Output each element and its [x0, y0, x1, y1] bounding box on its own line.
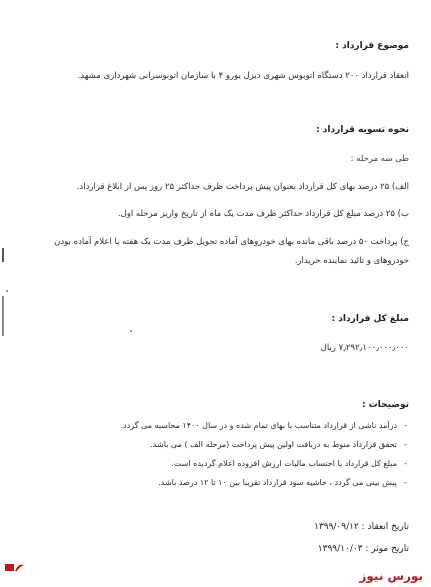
settlement-intro: طی سه مرحله :	[350, 154, 409, 164]
subject-text: انعقاد قرارداد ۲۰۰ دستگاه اتوبوس شهری دیزل یورو ۴ با سازمان اتوبوسرانی شهرداری مشهد.	[77, 71, 409, 81]
settlement-item-c-cont: خودروهای و تائید نماینده خریدار.	[294, 256, 409, 266]
settlement-item-a: الف) ۲۵ درصد بهای کل قرارداد بعنوان پیش پرداخت ظرف حداکثر ۲۵ روز پس از ابلاغ قرارداد.	[76, 182, 409, 192]
note-item: - مبلغ کل قرارداد با احتساب مالیات ارزش افزوده اعلام گردیده است.	[19, 458, 409, 477]
settlement-item-b: ب) ۲۵ درصد مبلغ کل قرارداد حداکثر ظرف مدت یک ماه از تاریخ واریز مرحله اول.	[117, 209, 409, 219]
note-item: - پیش بینی می گردد ، حاشیه سود قرارداد تقریبا بین ۱۰ تا ۱۲ درصد باشد.	[19, 477, 409, 496]
settlement-heading: نحوه تسویه قرارداد :	[316, 125, 409, 135]
scan-mark	[2, 248, 4, 262]
note-item: - درآمد ناشی از قرارداد متناسب با بهای تمام شده و در سال ۱۴۰۰ محاسبه می گردد.	[19, 420, 409, 439]
logo-icon	[4, 561, 26, 573]
scan-dot	[6, 290, 8, 292]
settlement-item-c: ج) پرداخت ۵۰ درصد باقی مانده بهای خودروهای آماده تحویل ظرف مدت یک هفته با اعلام آماده بودن	[54, 237, 409, 247]
amount-value: ۷٫۲۹۲٫۱۰۰٫۰۰۰٫۰۰۰ ریال	[320, 343, 409, 353]
effective-date: تاریخ موثر : ۱۳۹۹/۱۰/۰۳	[317, 544, 409, 554]
scan-dot	[130, 330, 132, 332]
subject-heading: موضوع قرارداد :	[335, 41, 409, 51]
notes-list	[19, 420, 409, 496]
note-item: - تحقق قرارداد منوط به دریافت اولین پیش پرداخت (مرحله الف ) می باشد.	[19, 439, 409, 458]
watermark-logo-text: بورس نیوز	[359, 569, 423, 583]
conclusion-date: تاریخ انعقاد : ۱۳۹۹/۰۹/۱۲	[314, 522, 409, 532]
amount-heading: مبلغ کل قرارداد :	[331, 314, 409, 324]
scan-mark	[2, 296, 4, 336]
notes-heading: توضیحات :	[361, 400, 409, 410]
